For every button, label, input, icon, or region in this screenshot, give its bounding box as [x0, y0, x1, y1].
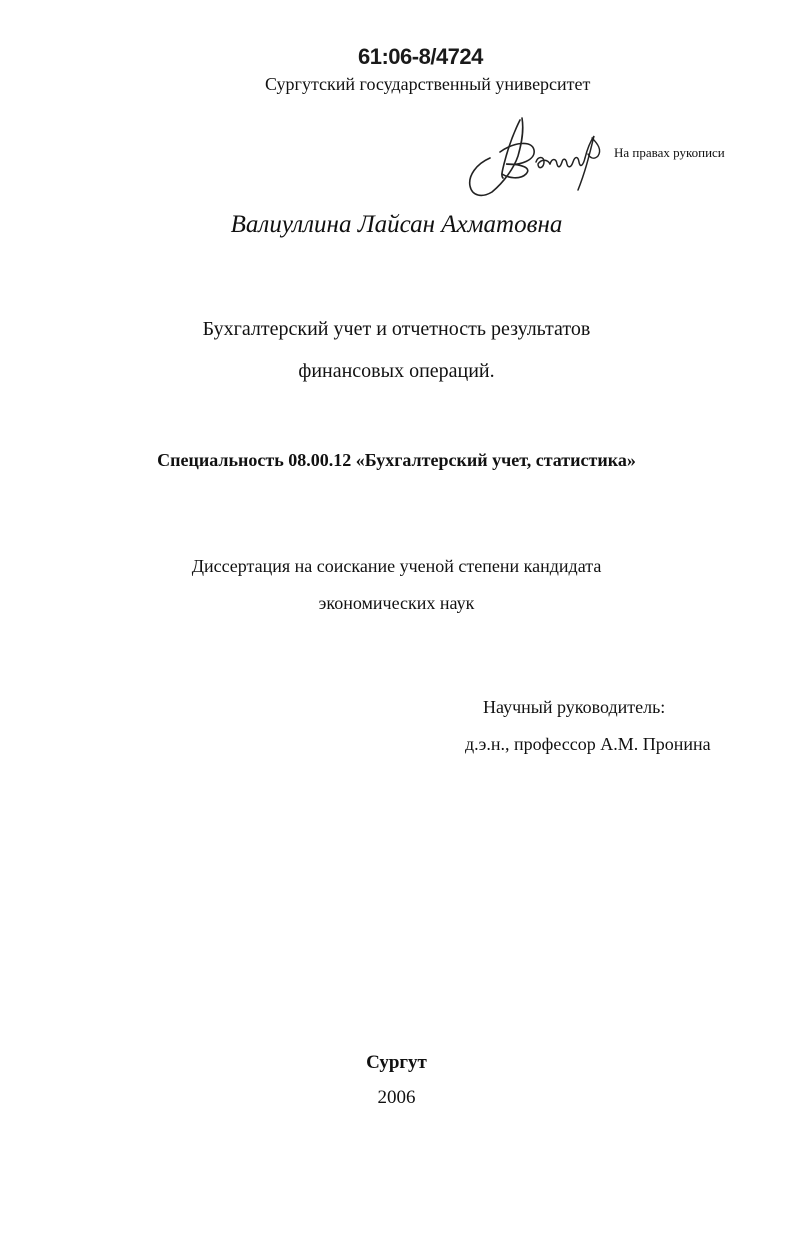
registration-stamp: 61:06-8/4724 — [358, 44, 483, 69]
supervisor-name: д.э.н., профессор А.М. Пронина — [465, 734, 711, 754]
dissertation-title-line-1: Бухгалтерский учет и отчетность результатов — [202, 318, 591, 340]
author-signature — [462, 112, 612, 204]
university-name: Сургутский государственный университет — [265, 74, 591, 94]
signature-drawing — [462, 112, 612, 204]
degree-statement-line-1: Диссертация на соискание ученой степени кандидата — [191, 556, 602, 576]
manuscript-rights-note: На правах рукописи — [614, 145, 725, 160]
dissertation-title-line-2: финансовых операций. — [298, 360, 495, 382]
supervisor-label: Научный руководитель: — [483, 697, 666, 717]
degree-statement-line-2: экономических наук — [318, 593, 475, 613]
city: Сургут — [366, 1052, 427, 1073]
year: 2006 — [377, 1087, 416, 1108]
author-name: Валиуллина Лайсан Ахматовна — [230, 211, 563, 238]
specialty-code: Специальность 08.00.12 «Бухгалтерский учет, статистика» — [157, 450, 636, 470]
